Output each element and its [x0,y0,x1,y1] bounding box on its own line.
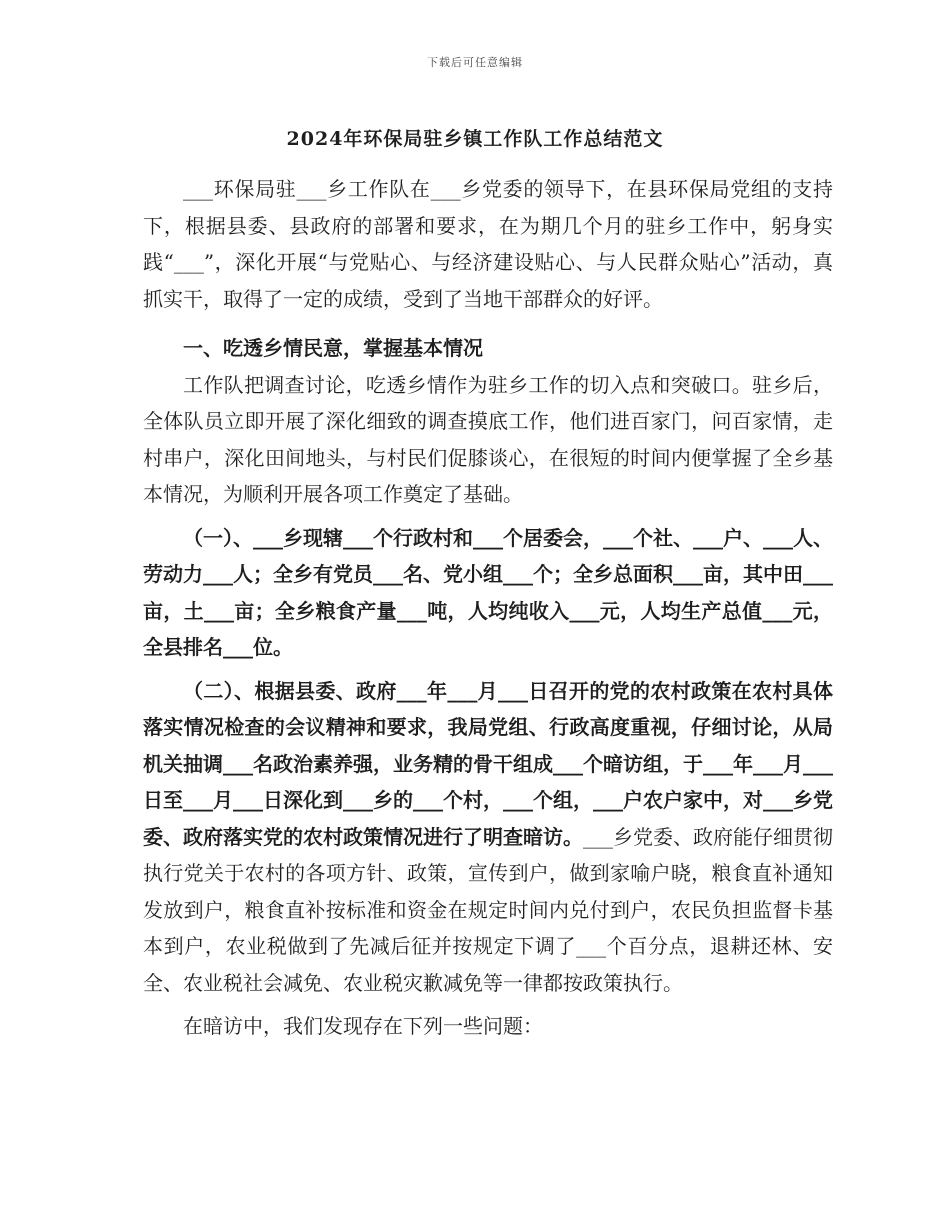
section-1-heading: 一、吃透乡情民意，掌握基本情况 [183,336,483,360]
item-2-text: ___乡党委、政府能仔细贯彻执行党关于农村的各项方针、政策，宣传到户，做到家喻户晓，粮食直补通知发放到户，粮食直补按标准和资金在规定时间内兑付到户，农民负担监督卡基本到户，农业税做到了先减后征并按规定下调了___个百分点，退耕还林、安全、农业税社会减免、农业税灾歉减免等一律都按政策执行。 [143,824,833,995]
closing-paragraph: 在暗访中，我们发现存在下列一些问题： [183,1014,543,1038]
section-1-paragraph: 工作队把调查讨论，吃透乡情作为驻乡工作的切入点和突破口。驻乡后，全体队员立即开展了深化细致的调查摸底工作，他们进百家门，问百家情，走村串户，深化田间地头，与村民们促膝谈心，在很短的时间内便掌握了全乡基本情况，为顺利开展各项工作奠定了基础。 [143,372,833,506]
item-2-paragraph [143,673,833,1002]
item-1-paragraph: （一）、___乡现辖___个行政村和___个居委会，___个社、___户、___人、劳动力___人；全乡有党员___名、党小组___个；全乡总面积___亩，其中田___亩，土___亩；全乡粮食产量___吨，人均纯收入___元，人均生产总值___元，全县排名___位。 [143,525,833,659]
item-2-bold-text: （二）、根据县委、政府___年___月___日召开的党的农村政策在农村具体落实情况检查的会议精神和要求，我局党组、行政高度重视，仔细讨论，从局机关抽调___名政治素养强，业务精的骨干组成___个暗访组，于___年___月___日至___月___日深化到___乡的___个村，___个组，___户农户家中，对___乡党委、政府落实党的农村政策情况进行了明查暗访。 [143,678,833,849]
document-title: 2024年环保局驻乡镇工作队工作总结范文 [286,128,664,150]
header-note: 下载后可任意编辑 [427,56,523,69]
document-body [143,171,833,1045]
intro-paragraph: ___环保局驻___乡工作队在___乡党委的领导下，在县环保局党组的支持下，根据县委、县政府的部署和要求，在为期几个月的驻乡工作中，躬身实践“___”，深化开展“与党贴心、与经济建设贴心、与人民群众贴心”活动，真抓实干，取得了一定的成绩，受到了当地干部群众的好评。 [143,177,833,311]
